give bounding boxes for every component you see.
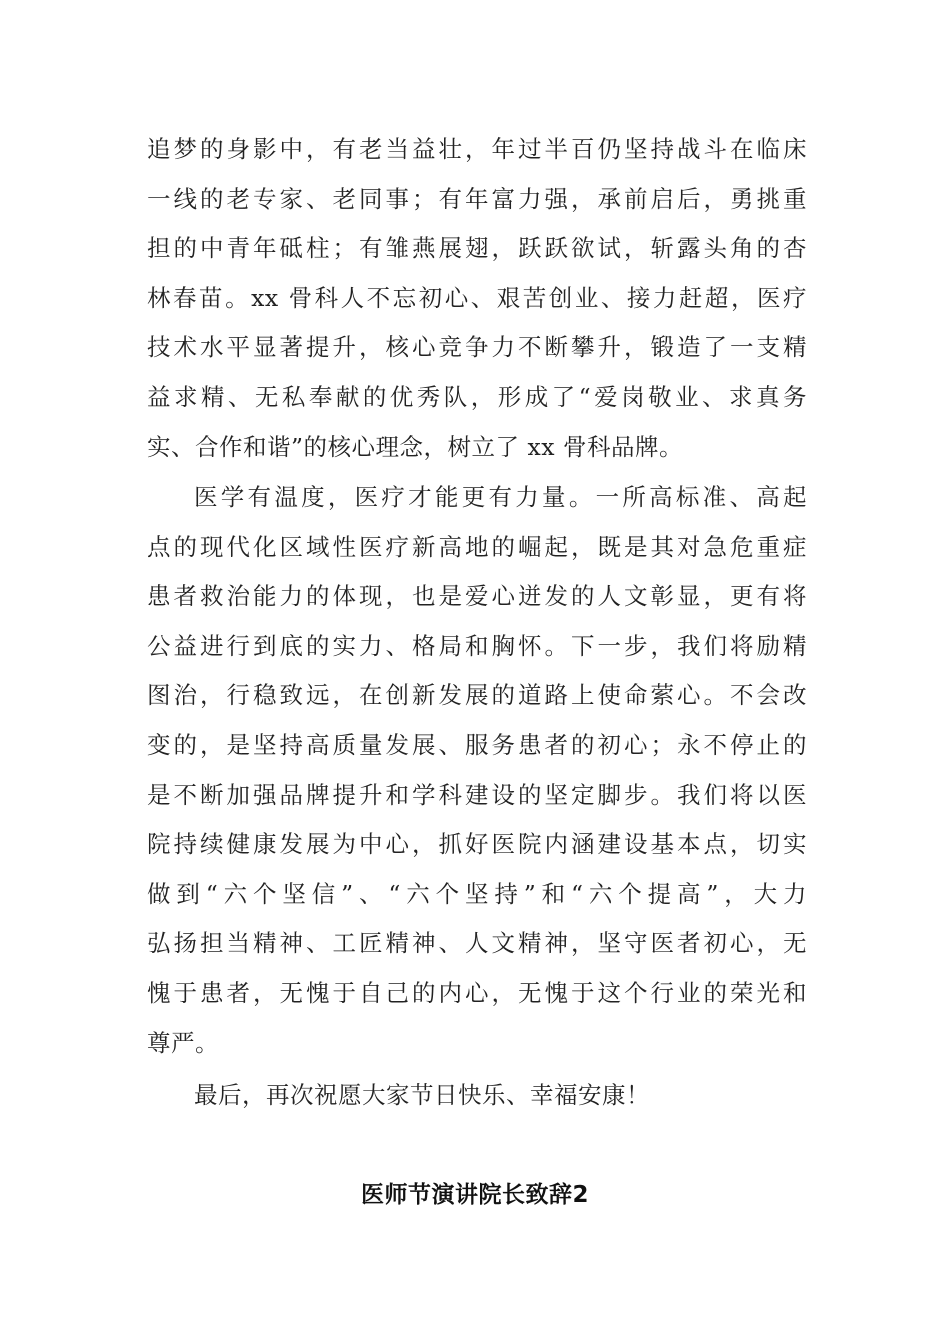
paragraph-line: 担的中青年砥柱；有雏燕展翅，跃跃欲试，斩露头角的杏 — [147, 234, 807, 263]
paragraph-line: 追梦的身影中，有老当益壮，年过半百仍坚持战斗在临床 — [147, 135, 807, 163]
paragraph-line: 是不断加强品牌提升和学科建设的坚定脚步。我们将以医 — [147, 780, 807, 809]
paragraph-line: 患者救治能力的体现，也是爱心迸发的人文彰显，更有将 — [147, 582, 807, 611]
paragraph-line: 院持续健康发展为中心，抓好医院内涵建设基本点，切实 — [147, 830, 807, 859]
paragraph-line: 变的，是坚持高质量发展、服务患者的初心；永不停止的 — [147, 730, 807, 759]
paragraph-2 — [147, 473, 807, 1068]
paragraph-line: 做到“六个坚信”、“六个坚持”和“六个提高”，大力 — [147, 879, 807, 908]
paragraph-line: 林春苗。xx 骨科人不忘初心、艰苦创业、接力赶超，医疗 — [147, 283, 807, 312]
paragraph-line: 益求精、无私奉献的优秀队，形成了“爱岗敬业、求真务 — [147, 382, 807, 411]
paragraph-line: 尊严。 — [147, 1028, 219, 1057]
paragraph-line: 实、合作和谐”的核心理念，树立了 xx 骨科品牌。 — [147, 432, 683, 461]
paragraph-line: 医学有温度，医疗才能更有力量。一所高标准、高起 — [194, 483, 807, 511]
paragraph-line: 愧于患者，无愧于自己的内心，无愧于这个行业的荣光和 — [147, 978, 807, 1007]
paragraph-line: 点的现代化区域性医疗新高地的崛起，既是其对急危重症 — [147, 532, 807, 561]
paragraph-line: 一线的老专家、老同事；有年富力强，承前启后，勇挑重 — [147, 184, 807, 213]
section-heading: 医师节演讲院长致辞2 — [360, 1182, 589, 1208]
paragraph-line: 技术水平显著提升，核心竞争力不断攀升，锻造了一支精 — [147, 333, 807, 362]
paragraph-1 — [147, 125, 807, 472]
paragraph-line: 公益进行到底的实力、格局和胸怀。下一步，我们将励精 — [147, 631, 807, 660]
paragraph-line: 弘扬担当精神、工匠精神、人文精神，坚守医者初心，无 — [147, 929, 807, 958]
paragraph-3 — [147, 1071, 807, 1121]
paragraph-line: 最后，再次祝愿大家节日快乐、幸福安康！ — [194, 1081, 650, 1109]
paragraph-line: 图治，行稳致远，在创新发展的道路上使命萦心。不会改 — [147, 681, 807, 710]
